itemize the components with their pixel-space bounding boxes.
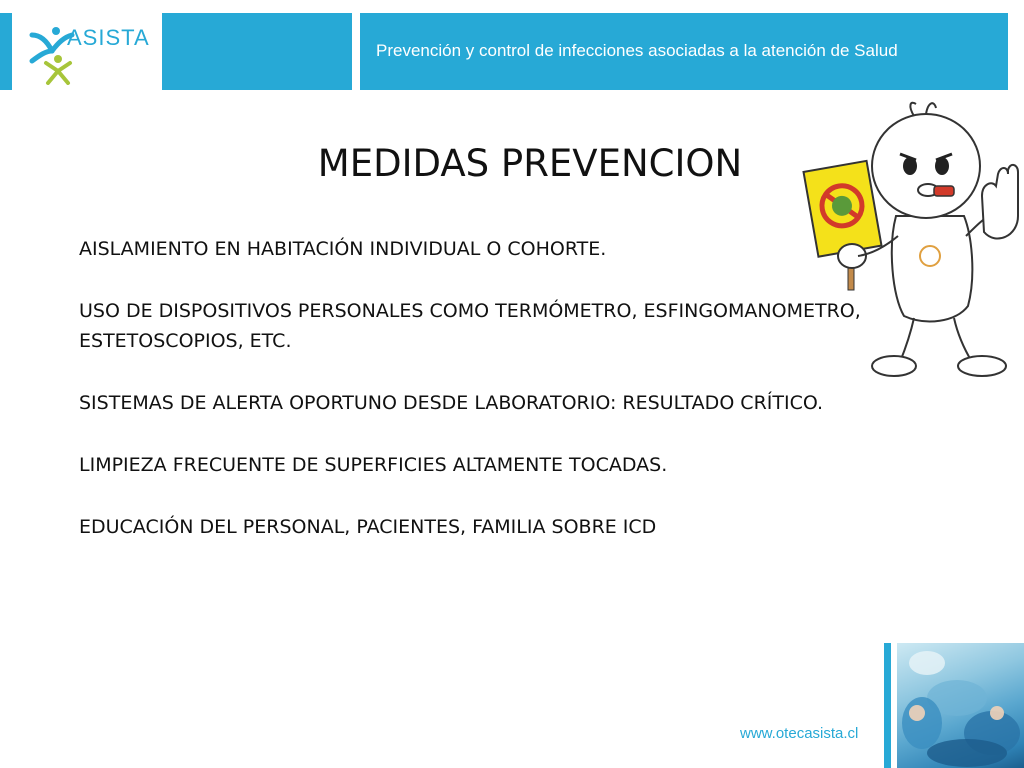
list-item: AISLAMIENTO EN HABITACIÓN INDIVIDUAL O COHORTE. bbox=[79, 238, 607, 260]
list-item: SISTEMAS DE ALERTA OPORTUNO DESDE LABORATORIO: RESULTADO CRÍTICO. bbox=[79, 392, 824, 414]
list-item: LIMPIEZA FRECUENTE DE SUPERFICIES ALTAMENTE TOCADAS. bbox=[79, 454, 668, 476]
logo-text: ASISTA bbox=[67, 25, 150, 50]
header-title: Prevención y control de infecciones asociadas a la atención de Salud bbox=[376, 41, 898, 60]
header-divider bbox=[352, 30, 357, 88]
slide-content bbox=[79, 234, 909, 574]
header-left-strip bbox=[0, 13, 12, 90]
logo[interactable] bbox=[12, 13, 162, 90]
list-item: USO DE DISPOSITIVOS PERSONALES COMO TERMÓMETRO, ESFINGOMANOMETRO, ESTETOSCOPIOS, ETC. bbox=[79, 300, 861, 352]
footer-url-link[interactable]: www.otecasista.cl bbox=[740, 725, 859, 742]
list-item: EDUCACIÓN DEL PERSONAL, PACIENTES, FAMILIA SOBRE ICD bbox=[79, 516, 657, 538]
header-band bbox=[162, 13, 352, 90]
surgery-photo-art bbox=[897, 643, 1024, 768]
header-title-band bbox=[360, 13, 1008, 90]
slide-title: MEDIDAS PREVENCION bbox=[317, 142, 743, 185]
footer-accent-bar bbox=[884, 643, 891, 768]
stop-mascot-illustration bbox=[796, 96, 1024, 380]
surgery-photo bbox=[897, 643, 1024, 768]
